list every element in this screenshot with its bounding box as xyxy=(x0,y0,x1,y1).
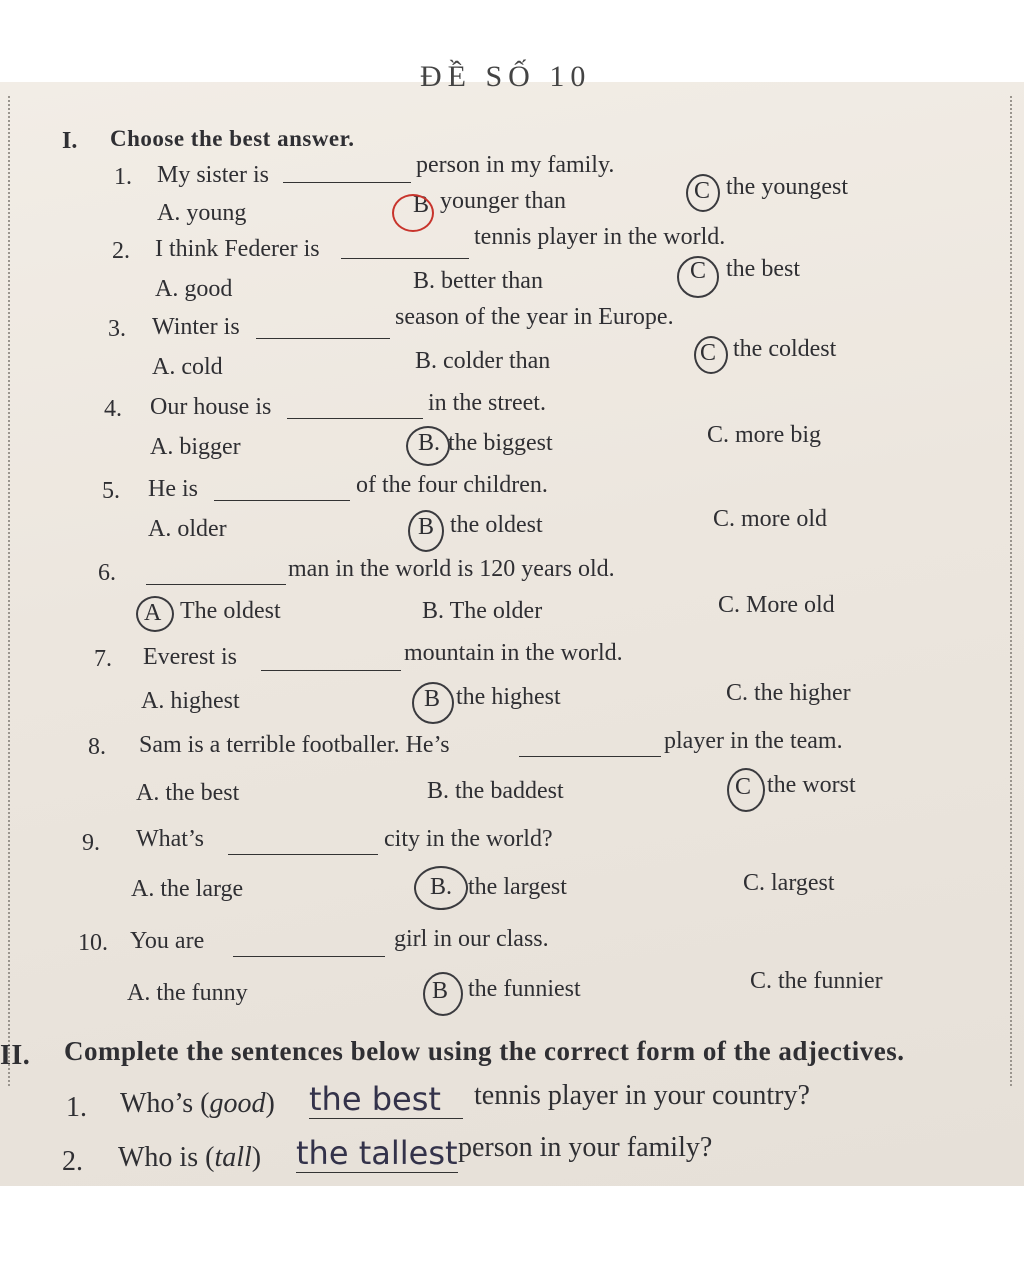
question-4-option-c[interactable]: C. more big xyxy=(707,422,821,448)
section2-title: Complete the sentences below using the correct form of the adjectives. xyxy=(64,1036,905,1066)
question-9-answer-circle xyxy=(414,866,468,910)
question-4-answer-circle xyxy=(406,426,450,466)
question-9-blank[interactable] xyxy=(228,832,378,855)
question-10-number: 10. xyxy=(78,930,108,956)
question-1-option-b-letter: B xyxy=(413,192,430,218)
question-1-option-c-letter: C xyxy=(694,178,711,204)
question-3-stem-end: season of the year in Europe. xyxy=(395,304,674,330)
question-3-stem-start: Winter is xyxy=(152,314,240,340)
question-6-blank[interactable] xyxy=(146,562,286,585)
question-7-stem-end: mountain in the world. xyxy=(404,640,623,666)
question-2-stem-start: I think Federer is xyxy=(155,236,320,262)
question-3-option-b[interactable]: B. colder than xyxy=(415,348,551,374)
question-1-stem-start: My sister is xyxy=(157,162,270,188)
question-4-stem-start: Our house is xyxy=(150,394,272,420)
question-4-option-a[interactable]: A. bigger xyxy=(150,434,241,460)
question-2-blank[interactable] xyxy=(341,236,469,259)
question-7-option-a[interactable]: A. highest xyxy=(141,688,240,714)
question-8-option-b[interactable]: B. the baddest xyxy=(427,778,564,804)
question-8-number: 8. xyxy=(88,734,106,760)
question-7-number: 7. xyxy=(94,646,112,672)
question-3-number: 3. xyxy=(108,316,126,342)
question-2-answer-circle xyxy=(677,256,719,298)
question-10-answer-circle xyxy=(423,972,463,1016)
section2-item-1-answer[interactable]: the best xyxy=(309,1080,463,1119)
question-7-answer-circle xyxy=(412,682,454,724)
question-4-option-b-letter: B. xyxy=(418,430,441,456)
section2-number: II. xyxy=(0,1040,31,1071)
question-6-number: 6. xyxy=(98,560,116,586)
question-1-stem-end: person in my family. xyxy=(416,152,615,178)
section2-item-1-stem-end: tennis player in your country? xyxy=(474,1080,810,1111)
question-8-stem-start: Sam is a terrible footballer. He’s xyxy=(139,732,450,758)
question-3-option-a[interactable]: A. cold xyxy=(152,354,223,380)
section2-item-1-number: 1. xyxy=(66,1092,87,1123)
question-8-answer-circle xyxy=(727,768,765,812)
header-fragment: ĐỀ SỐ 10 xyxy=(420,60,592,93)
section2-item-2-line xyxy=(118,1142,261,1174)
question-5-number: 5. xyxy=(102,478,120,504)
question-3-blank[interactable] xyxy=(256,316,390,339)
question-9-stem-start: What’s xyxy=(136,826,204,852)
question-7-option-b[interactable]: the highest xyxy=(456,684,561,710)
question-3-option-c-letter: C xyxy=(700,340,717,366)
question-6-option-b[interactable]: B. The older xyxy=(422,598,543,624)
section2-item-2-close: ) xyxy=(251,1142,262,1173)
section2-item-1-close: ) xyxy=(265,1088,275,1119)
question-5-stem-end: of the four children. xyxy=(356,472,548,498)
question-5-blank[interactable] xyxy=(214,478,350,501)
question-10-option-c[interactable]: C. the funnier xyxy=(750,968,883,994)
section2-item-2-stem-end: person in your family? xyxy=(458,1132,713,1163)
question-9-number: 9. xyxy=(82,830,100,856)
question-8-option-c[interactable]: the worst xyxy=(767,772,856,798)
question-7-stem-start: Everest is xyxy=(143,644,237,670)
question-3-option-c[interactable]: the coldest xyxy=(733,336,837,362)
question-9-option-b[interactable]: the largest xyxy=(468,874,567,900)
perforation-right xyxy=(1010,96,1012,1086)
question-2-stem-end: tennis player in the world. xyxy=(474,224,726,250)
section2-item-2-adjective: tall xyxy=(214,1142,252,1173)
question-4-number: 4. xyxy=(104,396,122,422)
question-8-option-a[interactable]: A. the best xyxy=(136,780,240,806)
question-10-option-b-letter: B xyxy=(432,978,449,1004)
question-10-blank[interactable] xyxy=(233,934,385,957)
section2-item-2-stem: Who is ( xyxy=(118,1142,215,1173)
question-9-option-a[interactable]: A. the large xyxy=(131,876,244,902)
question-2-option-c-letter: C xyxy=(690,258,707,284)
question-1-option-a[interactable]: A. young xyxy=(157,200,247,226)
question-4-stem-end: in the street. xyxy=(428,390,546,416)
question-6-answer-circle xyxy=(136,596,174,632)
question-5-option-a[interactable]: A. older xyxy=(148,516,227,542)
question-1-option-b[interactable]: younger than xyxy=(440,188,566,214)
section2-item-2-answer[interactable]: the tallest xyxy=(296,1134,458,1172)
question-7-blank[interactable] xyxy=(261,648,401,671)
question-2-option-b[interactable]: B. better than xyxy=(413,268,543,294)
question-4-blank[interactable] xyxy=(287,396,423,419)
section1-title: Choose the best answer. xyxy=(110,126,355,151)
question-2-option-c[interactable]: the best xyxy=(726,256,800,282)
question-7-option-c[interactable]: C. the higher xyxy=(726,680,851,706)
question-1-blank[interactable] xyxy=(283,160,411,183)
question-1-red-mark xyxy=(392,194,434,232)
question-2-option-a[interactable]: A. good xyxy=(155,276,233,302)
section2-item-2-number: 2. xyxy=(62,1146,83,1177)
section2-item-1-stem: Who’s ( xyxy=(120,1088,210,1119)
question-9-stem-end: city in the world? xyxy=(384,826,553,852)
question-6-stem-end: man in the world is 120 years old. xyxy=(288,556,615,582)
question-9-option-b-letter: B. xyxy=(430,874,453,900)
question-6-option-c[interactable]: C. More old xyxy=(718,592,835,618)
question-8-stem-end: player in the team. xyxy=(664,728,843,754)
section1-number: I. xyxy=(62,128,78,154)
question-10-stem-end: girl in our class. xyxy=(394,926,549,952)
section2-item-1-adjective: good xyxy=(209,1088,266,1119)
question-1-number: 1. xyxy=(114,164,132,190)
question-1-answer-circle xyxy=(686,174,720,212)
question-8-blank[interactable] xyxy=(519,734,661,757)
question-6-option-a-letter: A xyxy=(144,600,162,626)
question-5-answer-circle xyxy=(408,510,444,552)
question-10-stem-start: You are xyxy=(130,928,205,954)
question-1-option-c[interactable]: the youngest xyxy=(726,174,848,200)
question-10-option-b[interactable]: the funniest xyxy=(468,976,581,1002)
question-5-option-b[interactable]: the oldest xyxy=(450,512,543,538)
question-10-option-a[interactable]: A. the funny xyxy=(127,980,248,1006)
question-5-stem-start: He is xyxy=(148,476,198,502)
section2-item-1-line xyxy=(120,1088,275,1120)
question-5-option-b-letter: B xyxy=(418,514,435,540)
question-8-option-c-letter: C xyxy=(735,774,752,800)
perforation-left xyxy=(8,96,10,1086)
question-5-option-c[interactable]: C. more old xyxy=(713,506,827,532)
question-2-number: 2. xyxy=(112,238,130,264)
question-3-answer-circle xyxy=(694,336,728,374)
question-4-option-b[interactable]: the biggest xyxy=(448,430,553,456)
question-7-option-b-letter: B xyxy=(424,686,441,712)
question-9-option-c[interactable]: C. largest xyxy=(743,870,835,896)
question-6-option-a[interactable]: The oldest xyxy=(180,598,281,624)
